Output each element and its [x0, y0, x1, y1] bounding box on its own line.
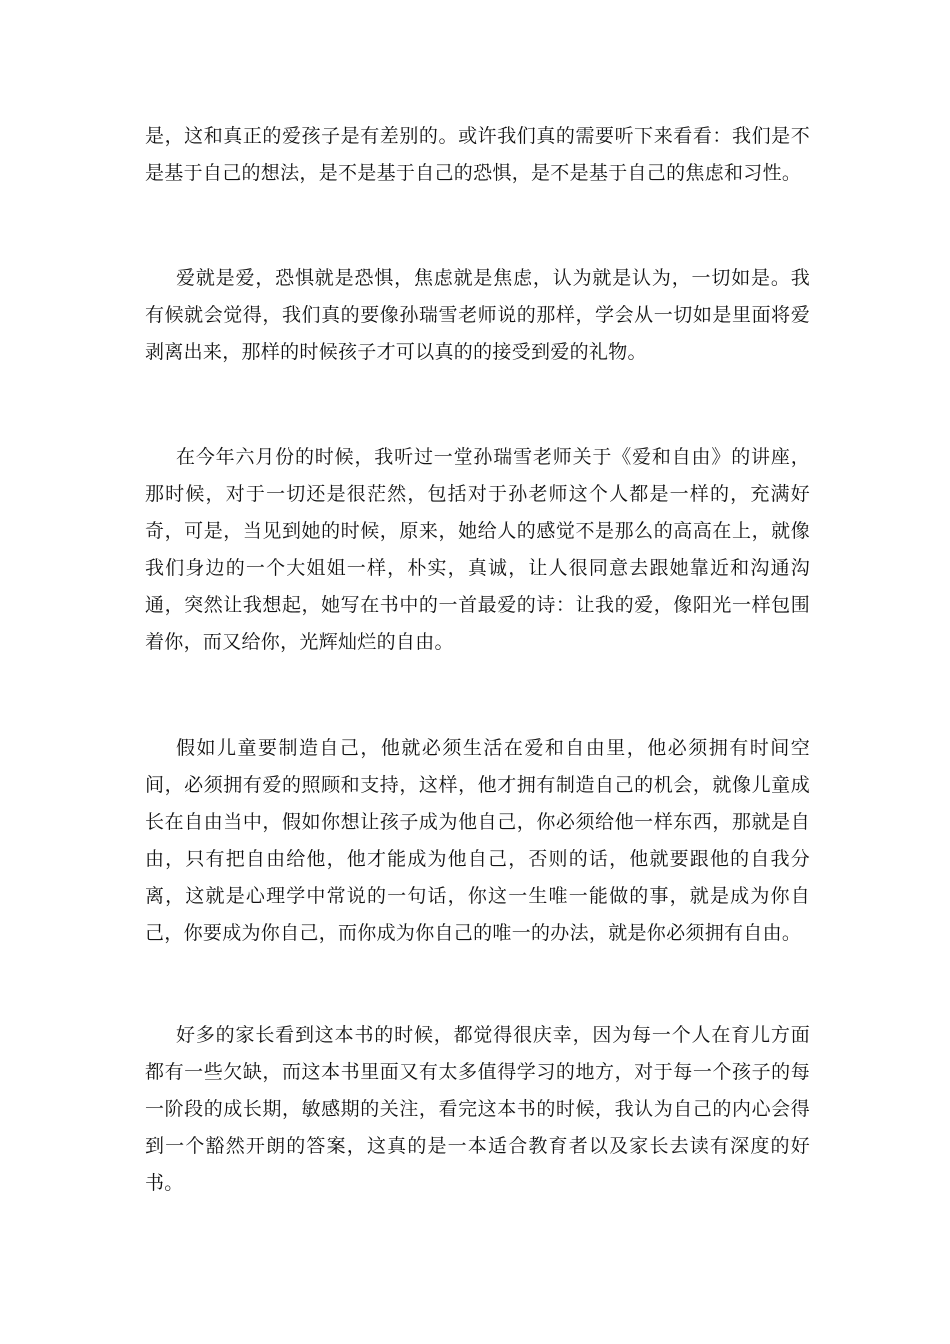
paragraph-book-recommendation: 好多的家长看到这本书的时候，都觉得很庆幸，因为每一个人在育儿方面都有一些欠缺，而这本书里面又有太多值得学习的地方，对于每一个孩子的每一阶段的成长期，敏感期的关注，看完这本书的时候，我认为自己的内心会得到一个豁然开朗的答案，这真的是一本适合教育者以及家长去读有深度的好书。	[145, 1024, 810, 1194]
paragraph-freedom: 假如儿童要制造自己，他就必须生活在爱和自由里，他必须拥有时间空间，必须拥有爱的照顾和支持，这样，他才拥有制造自己的机会，就像儿童成长在自由当中，假如你想让孩子成为他自己，你必须给他一样东西，那就是自由，只有把自由给他，他才能成为他自己，否则的话，他就要跟他的自我分离，这就是心理学中常说的一句话，你这一生唯一能做的事，就是成为你自己，你要成为你自己，而你成为你自己的唯一的办法，就是你必须拥有自由。	[145, 737, 810, 944]
paragraph-lecture-memory: 在今年六月份的时候，我听过一堂孙瑞雪老师关于《爱和自由》的讲座，那时候，对于一切还是很茫然，包括对于孙老师这个人都是一样的，充满好奇，可是，当见到她的时候，原来，她给人的感觉不是那么的高高在上，就像我们身边的一个大姐姐一样，朴实，真诚，让人很同意去跟她靠近和沟通沟通，突然让我想起，她写在书中的一首最爱的诗：让我的爱，像阳光一样包围着你，而又给你，光辉灿烂的自由。	[145, 446, 810, 653]
paragraph-love-as-is: 爱就是爱，恐惧就是恐惧，焦虑就是焦虑，认为就是认为，一切如是。我有候就会觉得，我们真的要像孙瑞雪老师说的那样，学会从一切如是里面将爱剥离出来，那样的时候孩子才可以真的的接受到爱的礼物。	[145, 267, 810, 363]
paragraph-continuation: 是，这和真正的爱孩子是有差别的。或许我们真的需要听下来看看：我们是不是基于自己的想法，是不是基于自己的恐惧，是不是基于自己的焦虑和习性。	[145, 125, 810, 184]
